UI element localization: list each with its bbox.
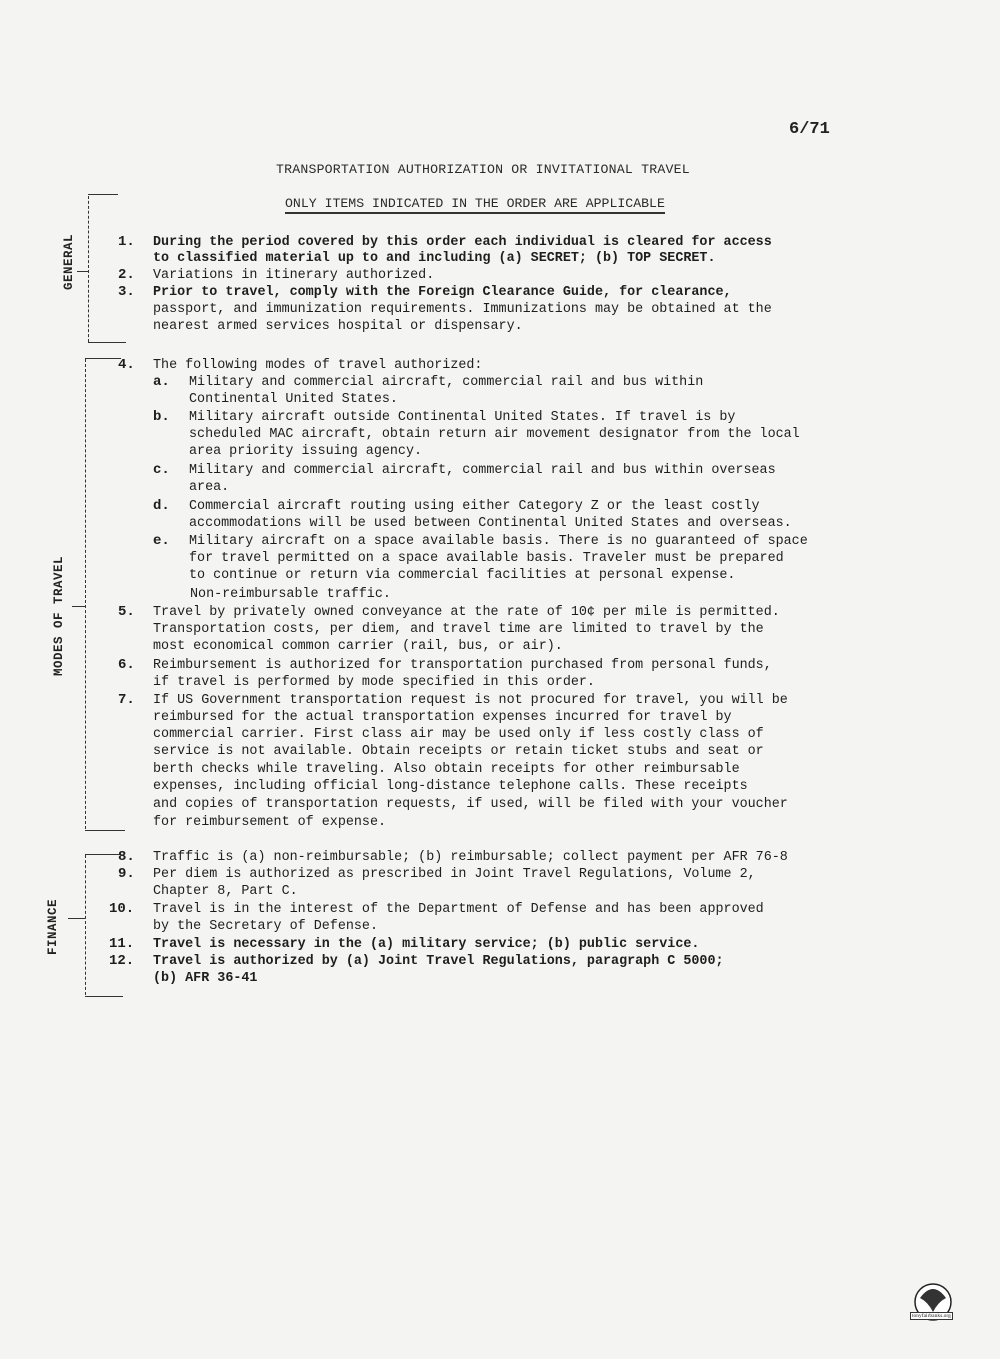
item-3-line: passport, and immunization requirements. Immunizations may be obtained at the — [153, 302, 772, 317]
item-letter: b. — [153, 409, 170, 425]
item-8-line: Traffic is (a) non-reimbursable; (b) reimbursable; collect payment per AFR 76-8 — [153, 850, 788, 865]
bracket-finance — [85, 855, 86, 995]
item-9-line: Chapter 8, Part C. — [153, 884, 298, 899]
document-title: TRANSPORTATION AUTHORIZATION OR INVITATIONAL TRAVEL — [276, 162, 690, 177]
item-1-line: During the period covered by this order each individual is cleared for access — [153, 235, 772, 250]
bracket-finance-top — [85, 854, 121, 855]
section-label-modes: MODES OF TRAVEL — [52, 555, 66, 676]
section-label-finance: FINANCE — [46, 898, 60, 955]
item-7-line: and copies of transportation requests, if used, will be filed with your voucher — [153, 797, 788, 812]
item-1-line: to classified material up to and including (a) SECRET; (b) TOP SECRET. — [153, 251, 716, 266]
bracket-modes — [85, 359, 86, 829]
item-4e-line: Military aircraft on a space available basis. There is no guaranteed of space — [189, 534, 808, 549]
item-number: 11. — [109, 936, 135, 952]
item-5-line: Transportation costs, per diem, and travel time are limited to travel by the — [153, 622, 764, 637]
item-number: 8. — [118, 849, 135, 865]
item-7-line: for reimbursement of expense. — [153, 815, 387, 830]
item-12-line: Travel is authorized by (a) Joint Travel Regulations, paragraph C 5000; — [153, 954, 724, 969]
item-4c-line: Military and commercial aircraft, commercial rail and bus within overseas — [189, 463, 776, 478]
item-9-line: Per diem is authorized as prescribed in Joint Travel Regulations, Volume 2, — [153, 867, 756, 882]
logo-text: tonyfairbanks.org — [912, 1313, 951, 1319]
item-6-line: if travel is performed by mode specified in this order. — [153, 675, 595, 690]
document-subtitle: ONLY ITEMS INDICATED IN THE ORDER ARE APPLICABLE — [285, 196, 665, 214]
item-11-line: Travel is necessary in the (a) military service; (b) public service. — [153, 937, 700, 952]
item-letter: e. — [153, 533, 170, 549]
item-3-line: Prior to travel, comply with the Foreign Clearance Guide, for clearance, — [153, 285, 732, 300]
bracket-finance-tick — [68, 918, 85, 919]
bracket-general-tick — [77, 271, 89, 272]
bracket-general-bottom — [88, 342, 126, 343]
bracket-finance-bottom — [85, 996, 123, 997]
item-4d-line: Commercial aircraft routing using either Category Z or the least costly — [189, 499, 760, 514]
item-7-line: reimbursed for the actual transportation expenses incurred for travel by — [153, 710, 732, 725]
item-number: 3. — [118, 284, 135, 300]
page-number: 6/71 — [789, 120, 830, 139]
item-10-line: Travel is in the interest of the Department of Defense and has been approved — [153, 902, 764, 917]
item-7-line: berth checks while traveling. Also obtain receipts for other reimbursable — [153, 762, 740, 777]
balloon-logo-icon — [908, 1280, 958, 1330]
item-number: 2. — [118, 267, 135, 283]
bracket-modes-bottom — [85, 830, 125, 831]
item-4e-line: Non-reimbursable traffic. — [190, 587, 391, 602]
item-4d-line: accommodations will be used between Continental United States and overseas. — [189, 516, 792, 531]
bracket-general-top — [88, 194, 118, 195]
item-7-line: service is not available. Obtain receipts or retain ticket stubs and seat or — [153, 744, 764, 759]
item-4b-line: scheduled MAC aircraft, obtain return air movement designator from the local — [189, 427, 800, 442]
item-number: 10. — [109, 901, 135, 917]
item-3-line: nearest armed services hospital or dispensary. — [153, 319, 523, 334]
item-4e-line: for travel permitted on a space available basis. Traveler must be prepared — [189, 551, 784, 566]
item-7-line: commercial carrier. First class air may be used only if less costly class of — [153, 727, 764, 742]
item-4c-line: area. — [189, 480, 230, 495]
item-4b-line: area priority issuing agency. — [189, 444, 423, 459]
item-number: 6. — [118, 657, 135, 673]
item-number: 4. — [118, 357, 135, 373]
item-4e-line: to continue or return via commercial facilities at personal expense. — [189, 568, 736, 583]
bracket-general — [88, 196, 89, 342]
item-4-line: The following modes of travel authorized: — [153, 358, 483, 373]
item-12-line: (b) AFR 36-41 — [153, 971, 258, 986]
item-10-line: by the Secretary of Defense. — [153, 919, 378, 934]
item-5-line: most economical common carrier (rail, bus, or air). — [153, 639, 563, 654]
item-5-line: Travel by privately owned conveyance at the rate of 10¢ per mile is permitted. — [153, 605, 780, 620]
item-7-line: expenses, including official long-distance telephone calls. These receipts — [153, 779, 748, 794]
item-6-line: Reimbursement is authorized for transportation purchased from personal funds, — [153, 658, 772, 673]
item-number: 5. — [118, 604, 135, 620]
item-2-line: Variations in itinerary authorized. — [153, 268, 435, 283]
item-letter: c. — [153, 462, 170, 478]
item-number: 12. — [109, 953, 135, 969]
item-number: 1. — [118, 234, 135, 250]
section-label-general: GENERAL — [62, 233, 76, 290]
item-letter: a. — [153, 374, 170, 390]
item-number: 9. — [118, 866, 135, 882]
item-4a-line: Military and commercial aircraft, commercial rail and bus within — [189, 375, 704, 390]
bracket-modes-top — [85, 358, 121, 359]
item-4b-line: Military aircraft outside Continental United States. If travel is by — [189, 410, 736, 425]
item-letter: d. — [153, 498, 170, 514]
item-7-line: If US Government transportation request is not procured for travel, you will be — [153, 693, 788, 708]
item-4a-line: Continental United States. — [189, 392, 398, 407]
item-number: 7. — [118, 692, 135, 708]
bracket-modes-tick — [72, 606, 85, 607]
